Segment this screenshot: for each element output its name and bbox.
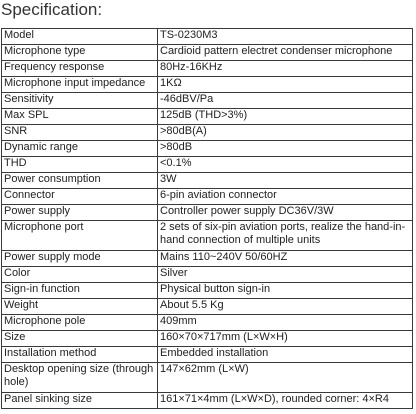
spec-label: Desktop opening size (through hole) (2, 363, 158, 393)
spec-value: >80dB (158, 141, 413, 157)
spec-label: Microphone type (2, 45, 158, 61)
spec-label: Microphone port (2, 221, 158, 251)
spec-label: Power consumption (2, 173, 158, 189)
table-row (2, 45, 413, 61)
spec-label: Panel sinking size (2, 393, 158, 409)
spec-value: Silver (158, 267, 413, 283)
spec-label: Model (2, 29, 158, 45)
spec-label: Dynamic range (2, 141, 158, 157)
spec-label: Weight (2, 299, 158, 315)
spec-label: Installation method (2, 347, 158, 363)
spec-value: About 5.5 Kg (158, 299, 413, 315)
spec-value: 2 sets of six-pin aviation ports, realize the hand-in-hand connection of multiple units (158, 221, 413, 251)
table-row (2, 267, 413, 283)
spec-value: 161×71×4mm (L×W×D), rounded corner: 4×R4 (158, 393, 413, 409)
table-row (2, 77, 413, 93)
table-row (2, 205, 413, 221)
table-row (2, 393, 413, 409)
table-row (2, 315, 413, 331)
spec-label: Sensitivity (2, 93, 158, 109)
spec-label: Color (2, 267, 158, 283)
spec-value: 147×62mm (L×W) (158, 363, 413, 393)
spec-value: 80Hz-16KHz (158, 61, 413, 77)
table-row (2, 109, 413, 125)
table-row (2, 363, 413, 393)
spec-value: Mains 110~240V 50/60HZ (158, 251, 413, 267)
table-row (2, 347, 413, 363)
specification-table (1, 28, 413, 409)
spec-label: Connector (2, 189, 158, 205)
spec-label: Power supply mode (2, 251, 158, 267)
spec-value: Embedded installation (158, 347, 413, 363)
spec-value: Physical button sign-in (158, 283, 413, 299)
spec-value: 409mm (158, 315, 413, 331)
spec-label: SNR (2, 125, 158, 141)
spec-value: Controller power supply DC36V/3W (158, 205, 413, 221)
table-row (2, 331, 413, 347)
spec-value: -46dBV/Pa (158, 93, 413, 109)
table-row (2, 29, 413, 45)
spec-label: THD (2, 157, 158, 173)
table-row (2, 157, 413, 173)
spec-label: Max SPL (2, 109, 158, 125)
table-row (2, 299, 413, 315)
spec-value: 160×70×717mm (L×W×H) (158, 331, 413, 347)
spec-value: 1KΩ (158, 77, 413, 93)
spec-value: 125dB (THD>3%) (158, 109, 413, 125)
spec-label: Size (2, 331, 158, 347)
table-row (2, 283, 413, 299)
spec-value: Cardioid pattern electret condenser microphone (158, 45, 413, 61)
table-row (2, 125, 413, 141)
spec-value: >80dB(A) (158, 125, 413, 141)
spec-value: 6-pin aviation connector (158, 189, 413, 205)
spec-label: Sign-in function (2, 283, 158, 299)
table-row (2, 173, 413, 189)
spec-label: Microphone input impedance (2, 77, 158, 93)
spec-value: 3W (158, 173, 413, 189)
table-row (2, 141, 413, 157)
table-row (2, 189, 413, 205)
spec-label: Microphone pole (2, 315, 158, 331)
table-row (2, 221, 413, 251)
table-row (2, 251, 413, 267)
spec-label: Frequency response (2, 61, 158, 77)
table-row (2, 61, 413, 77)
page-title: Specification: (1, 0, 103, 19)
spec-value: <0.1% (158, 157, 413, 173)
spec-value: TS-0230M3 (158, 29, 413, 45)
table-row (2, 93, 413, 109)
spec-label: Power supply (2, 205, 158, 221)
